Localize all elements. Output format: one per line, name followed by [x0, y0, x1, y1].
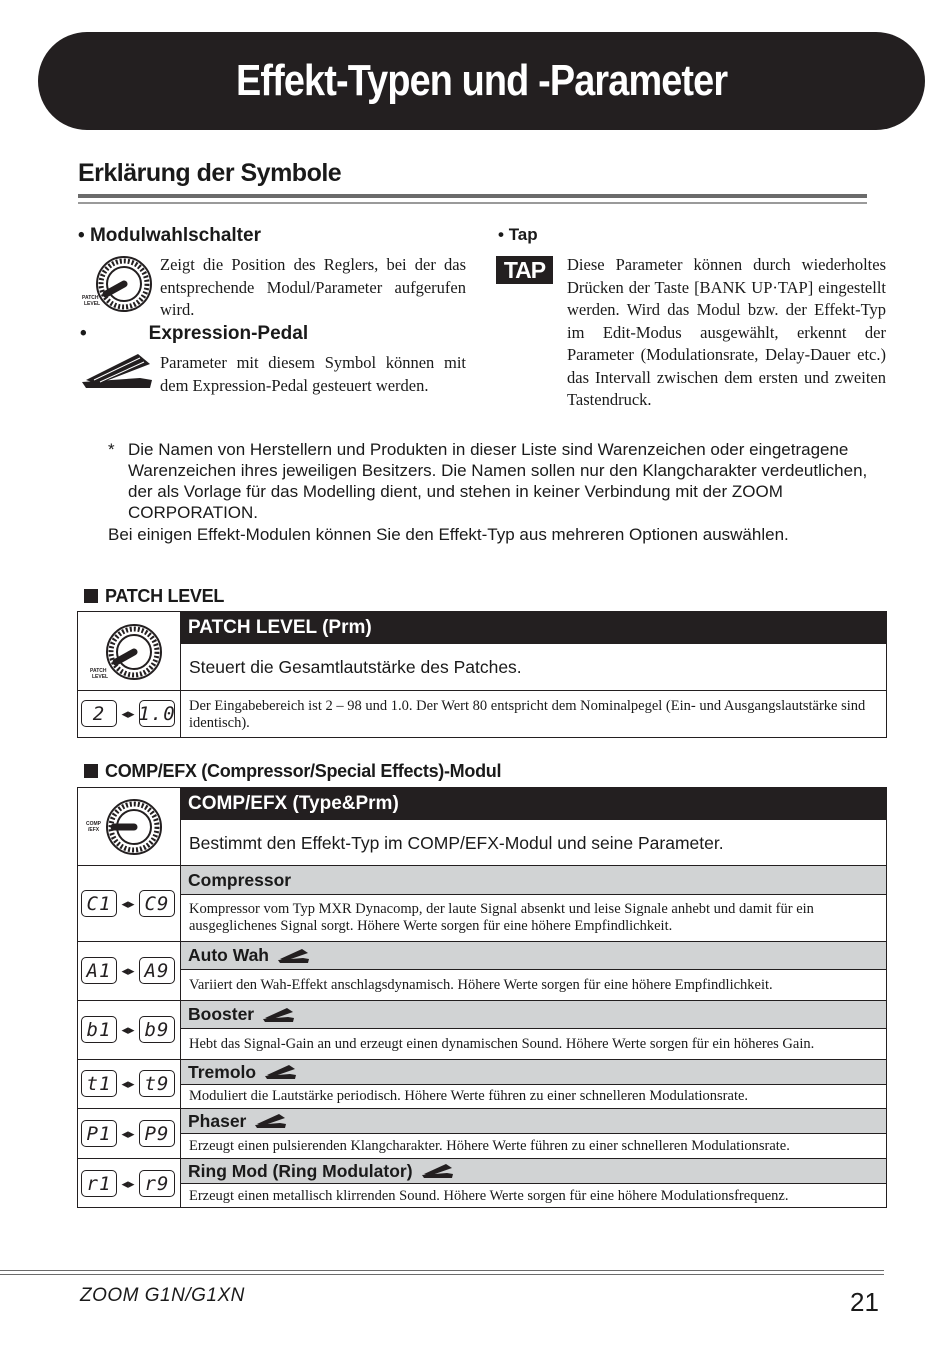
trademark-note: * Die Namen von Herstellern und Produkten in dieser Liste sind Warenzeichen oder eingetragene Warenzeichen ihres jeweiligen Besitzers. Die Namen sollen nur den Klangcharakter verdeutlichen, der als Vorlage für das Modelling dient, und stehen in keiner Verbindung mit der ZOOM CORPORATION.: [108, 440, 868, 522]
range-from: C1: [81, 890, 117, 917]
range-to: t9: [139, 1070, 175, 1097]
expression-pedal-icon: [264, 1063, 298, 1081]
effect-name-label: Booster: [188, 1004, 255, 1024]
expression-pedal-icon: [262, 1006, 296, 1024]
double-arrow-icon: ◂▸: [121, 1125, 135, 1141]
section-title: Erklärung der Symbole: [78, 159, 342, 187]
range-from: A1: [81, 957, 117, 984]
effect-range-cell: [78, 1158, 181, 1208]
section-divider-thin: [78, 202, 867, 204]
effect-range-cell: [78, 1000, 181, 1059]
symbol-heading-module-selector: • Modulwahlschalter: [78, 225, 261, 246]
effect-description: Erzeugt einen metallisch klirrenden Sound. Höhere Werte sorgen für eine höhere Modulationsfrequenz.: [189, 1187, 789, 1204]
tap-badge: TAP: [496, 256, 553, 284]
square-bullet-icon: [84, 589, 98, 603]
block-heading-patch-level: PATCH LEVEL: [84, 586, 224, 607]
square-bullet-icon: [84, 764, 98, 778]
knob-icon: [88, 622, 168, 684]
block-heading-comp-efx: COMP/EFX (Compressor/Special Effects)-Modul: [84, 761, 501, 782]
symbol-text-tap: Diese Parameter können durch wiederholtes Drücken der Taste [BANK UP·TAP] eingestellt werden. Wird das Modul bzw. der Effekt-Typ im Edit-Modus ausgewählt, erkennt der Parameter (Modulationsrate, Delay-Dauer etc.) das Intervall zwischen dem ersten und zweiten Tastendruck.: [567, 255, 886, 409]
effect-type-note: Bei einigen Effekt-Modulen können Sie den Effekt-Typ aus mehreren Optionen auswählen.: [108, 525, 789, 544]
symbol-text-module-selector: Zeigt die Position des Reglers, bei der das entsprechende Modul/Parameter aufgerufen wird.: [160, 255, 466, 319]
page-title: Effekt-Typen und -Parameter: [235, 56, 728, 105]
range-from: r1: [81, 1170, 117, 1197]
symbol-heading-tap: • Tap: [498, 225, 538, 244]
range-description: Der Eingabebereich ist 2 – 98 und 1.0. Der Wert 80 entspricht dem Nominalpegel (Ein- und Ausgangslautstärke sind identisch).: [189, 697, 866, 731]
effect-name: [181, 1000, 886, 1028]
page-title-bar: [38, 32, 925, 130]
range-to: r9: [139, 1170, 175, 1197]
range-from: t1: [81, 1070, 117, 1097]
effect-name: [181, 866, 886, 894]
range-display: [81, 957, 175, 984]
effect-range-cell: [78, 1059, 181, 1108]
effect-name: [181, 1059, 886, 1084]
symbol-heading-expression: • Expression-Pedal: [80, 323, 309, 344]
range-to: 1.0: [139, 700, 175, 727]
effect-description: Moduliert die Lautstärke periodisch. Höhere Werte führen zu einer schnelleren Modulationsrate.: [189, 1088, 749, 1104]
expression-pedal-icon: [80, 350, 156, 394]
effect-description: Variiert den Wah-Effekt anschlagsdynamisch. Höhere Werte sorgen für eine höhere Empfindlichkeit.: [189, 976, 773, 993]
double-arrow-icon: ◂▸: [121, 1021, 135, 1037]
range-display: [81, 1070, 175, 1097]
footer-divider-thin: [0, 1274, 884, 1275]
double-arrow-icon: ◂▸: [121, 895, 135, 911]
effect-name: [181, 1108, 886, 1133]
section-divider: [78, 194, 867, 198]
effect-name: [181, 1158, 886, 1183]
svg-text:COMP: COMP: [86, 821, 101, 827]
effect-range-cell: [78, 1108, 181, 1158]
double-arrow-icon: ◂▸: [121, 1075, 135, 1091]
range-to: b9: [139, 1016, 175, 1043]
range-display: [81, 700, 175, 727]
param-description: Steuert die Gesamtlautstärke des Patches.: [189, 656, 522, 677]
range-to: C9: [139, 890, 175, 917]
footer-divider: [0, 1270, 884, 1271]
patch-level-table: [77, 611, 887, 738]
knob-icon: [86, 796, 168, 860]
range-from: 2: [81, 700, 117, 727]
effect-description: Erzeugt einen pulsierenden Klangcharakter. Höhere Werte führen zu einer schnelleren Modulationsrate.: [189, 1137, 790, 1154]
expression-pedal-icon: [277, 947, 311, 965]
footer-model: ZOOM G1N/G1XN: [80, 1285, 245, 1306]
range-display: [81, 1120, 175, 1147]
effect-range-cell: [78, 866, 181, 941]
range-to: A9: [139, 957, 175, 984]
range-to: P9: [139, 1120, 175, 1147]
svg-text:/EFX: /EFX: [88, 827, 100, 833]
range-display: [81, 1170, 175, 1197]
svg-text:LEVEL: LEVEL: [84, 301, 101, 307]
effect-name-label: Tremolo: [188, 1061, 257, 1082]
comp-efx-table: [77, 787, 887, 1208]
expression-pedal-icon: [254, 1112, 288, 1130]
param-title: COMP/EFX (Type&Prm): [181, 788, 886, 820]
double-arrow-icon: ◂▸: [121, 705, 135, 721]
double-arrow-icon: ◂▸: [121, 962, 135, 978]
effect-description: Kompressor vom Typ MXR Dynacomp, der laute Signal absenkt und leise Signale anhebt und damit für ein ausgeglichenes Signal sorgt. Höhere Werte sorgen für eine höhere Empfindlichkeit.: [189, 901, 814, 934]
svg-text:LEVEL: LEVEL: [92, 674, 109, 680]
svg-text:PATCH: PATCH: [82, 295, 99, 301]
effect-range-cell: [78, 941, 181, 1000]
param-description: Bestimmt den Effekt-Typ im COMP/EFX-Modul und seine Parameter.: [189, 832, 724, 853]
effect-name-label: Auto Wah: [188, 945, 269, 965]
effect-name-label: Phaser: [188, 1110, 247, 1131]
range-from: P1: [81, 1120, 117, 1147]
symbol-text-expression: Parameter mit diesem Symbol können mit dem Expression-Pedal gesteuert werden.: [160, 353, 466, 395]
range-display: [81, 1016, 175, 1043]
expression-pedal-icon: [421, 1162, 455, 1180]
page-number: 21: [850, 1287, 879, 1317]
effect-description: Hebt das Signal-Gain an und erzeugt einen dynamischen Sound. Höhere Werte sorgen für ein höheres Gain.: [189, 1035, 815, 1052]
range-display: [81, 890, 175, 917]
effect-name-label: Compressor: [188, 869, 292, 890]
effect-name: [181, 941, 886, 969]
double-arrow-icon: ◂▸: [121, 1175, 135, 1191]
knob-icon: [80, 254, 158, 316]
param-title: PATCH LEVEL (Prm): [181, 612, 886, 644]
effect-name-label: Ring Mod (Ring Modulator): [188, 1160, 413, 1181]
range-from: b1: [81, 1016, 117, 1043]
svg-text:PATCH: PATCH: [90, 668, 107, 674]
